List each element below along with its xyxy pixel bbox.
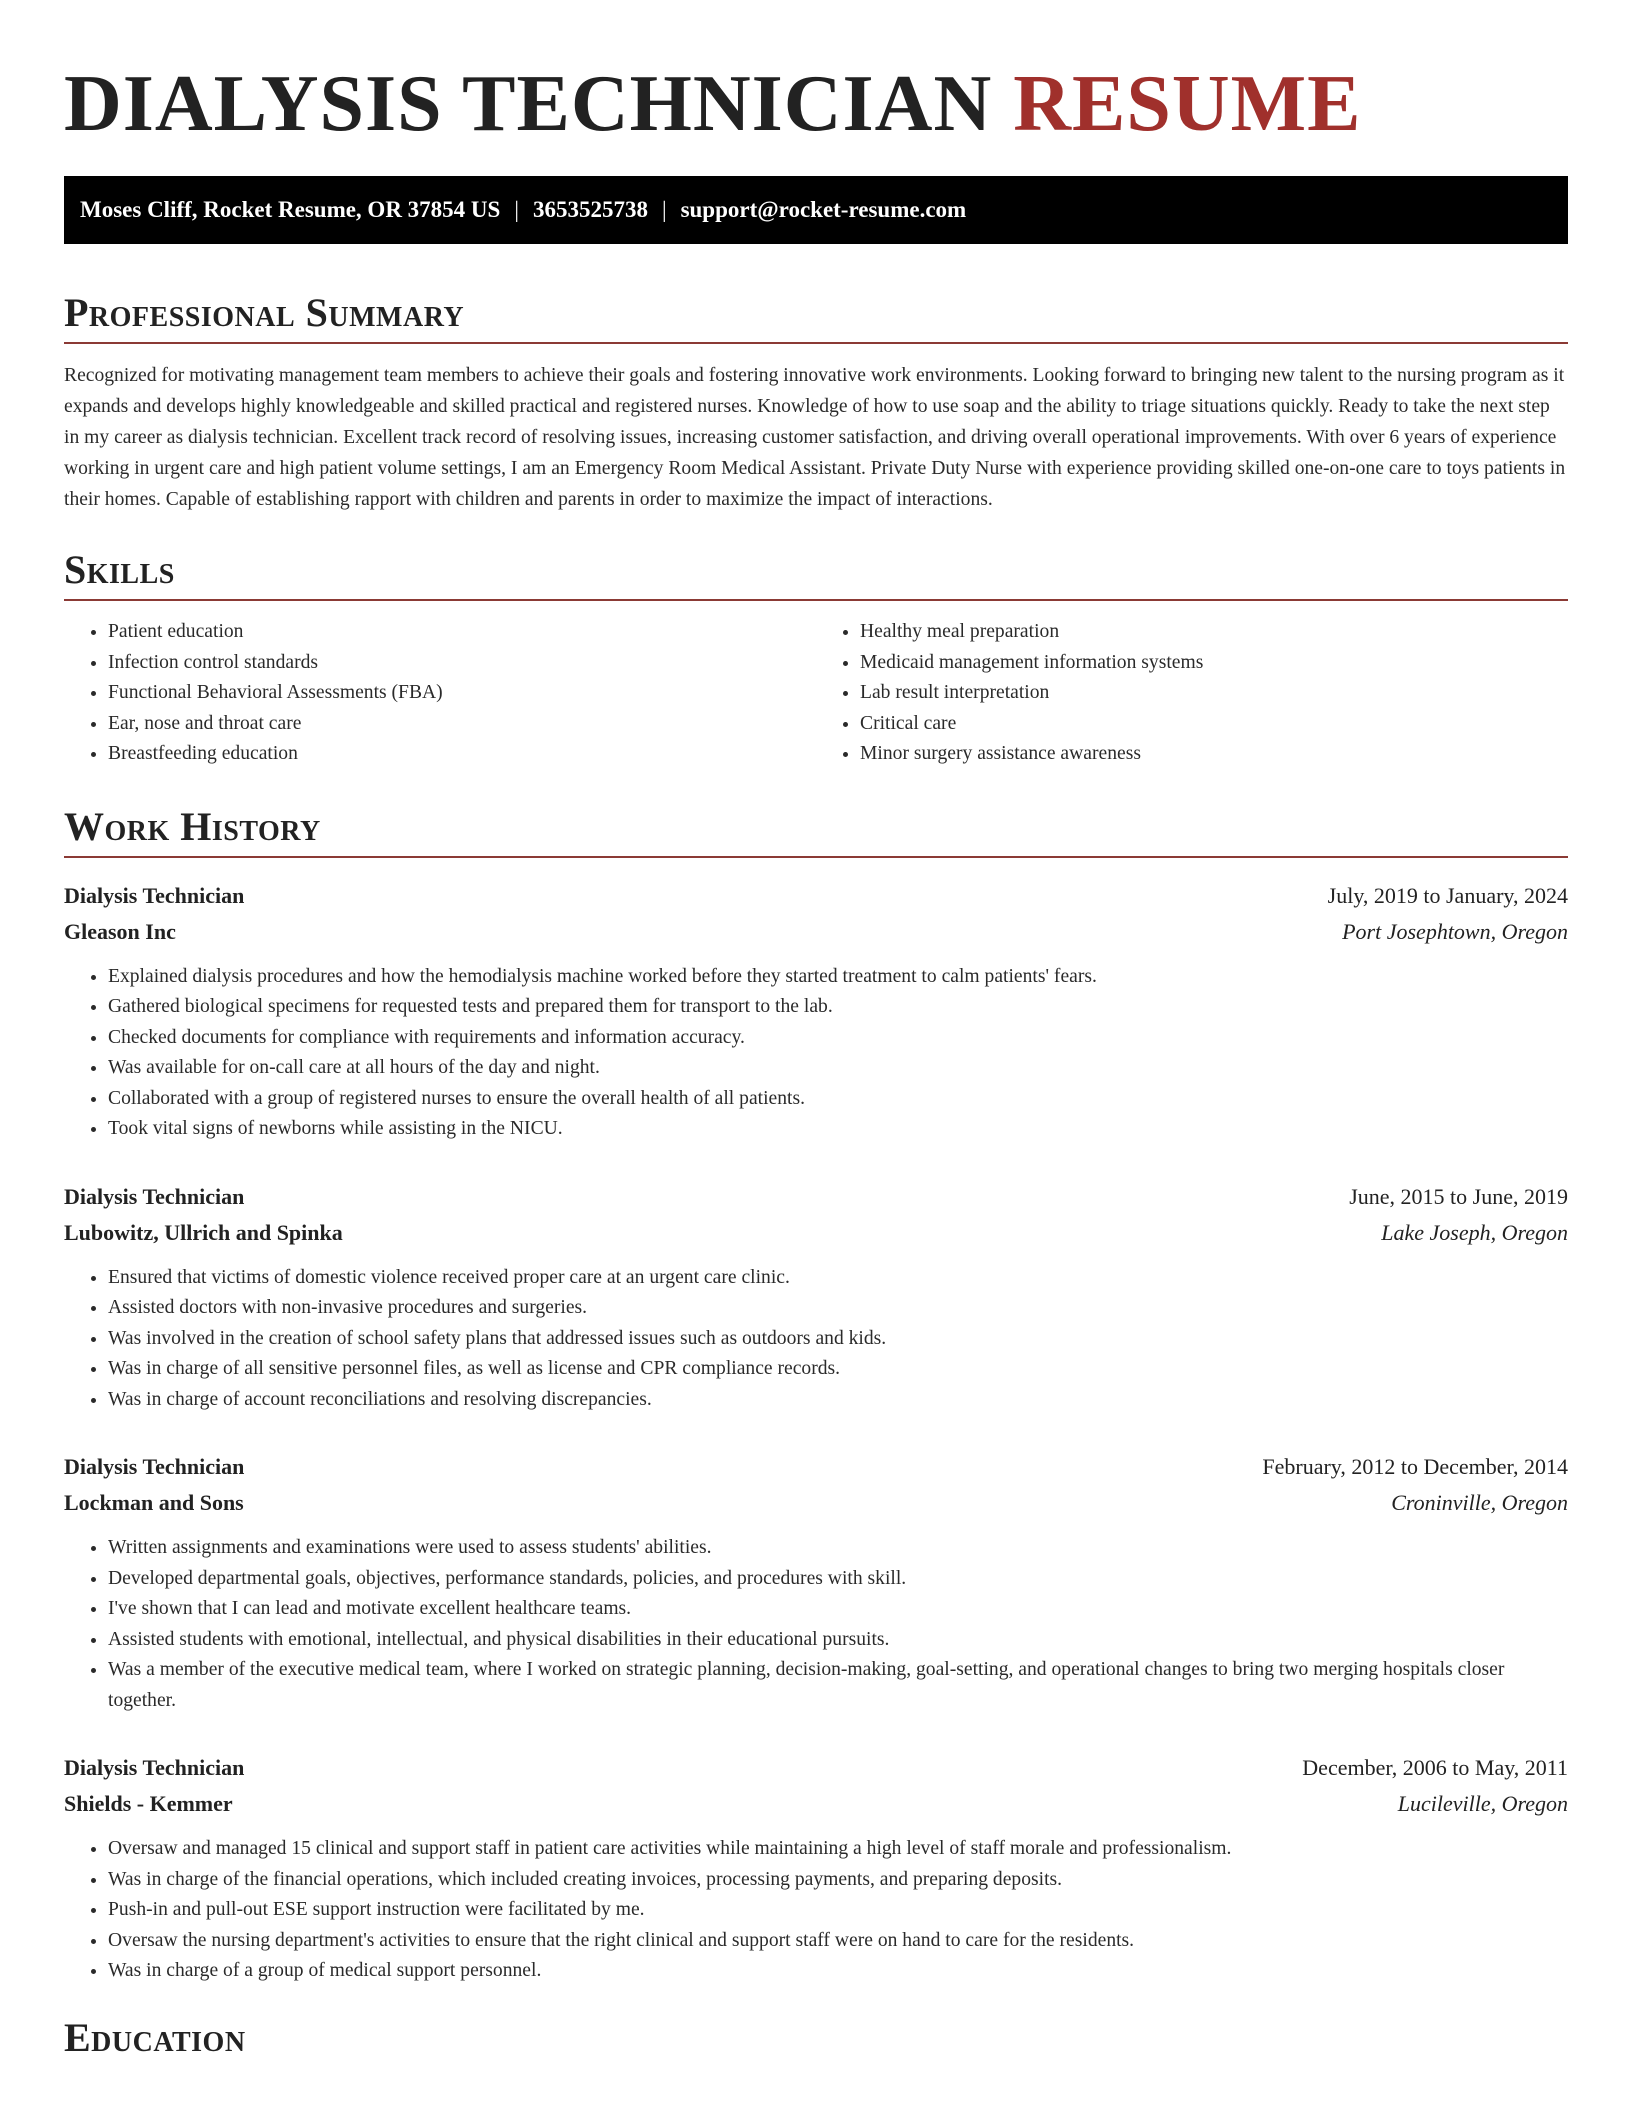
contact-separator: | [514, 197, 519, 222]
job-title: Dialysis Technician [64, 1454, 245, 1479]
duty-item: • Oversaw and managed 15 clinical and support staff in patient care activities while maintaining a high level of staff morale and professionalism. [108, 1834, 1568, 1865]
title-accent: RESUME [1013, 60, 1362, 148]
contact-address: Moses Cliff, Rocket Resume, OR 37854 US [80, 197, 501, 222]
title-main: DIALYSIS TECHNICIAN [64, 60, 993, 148]
skill-item: • Patient education [108, 617, 816, 648]
job-header-row [64, 1179, 1568, 1215]
job-dates: December, 2006 to May, 2011 [1302, 1755, 1568, 1780]
job-company-row [64, 1215, 1568, 1251]
skills-column-left [64, 617, 816, 770]
job-location: Lake Joseph, Oregon [1381, 1219, 1568, 1245]
duty-item: • Was in charge of the financial operations, which included creating invoices, processing payments, and preparing deposits. [108, 1865, 1568, 1896]
duty-item: • Ensured that victims of domestic violence received proper care at an urgent care clinic. [108, 1263, 1568, 1294]
summary-text: Recognized for motivating management team members to achieve their goals and fostering innovative work environments. Looking forward to bringing new talent to the nursing program as it expands and develops highly knowledgeable and skilled practical and registered nurses. Knowledge of how to use soap and the ability to triage situations quickly. Ready to take the next step in my career as dialysis technician. Excellent track record of resolving issues, increasing customer satisfaction, and driving overall operational improvements. With over 6 years of experience working in urgent care and high patient volume settings, I am an Emergency Room Medical Assistant. Private Duty Nurse with experience providing skilled one-on-one care to toys patients in their homes. Capable of establishing rapport with children and parents in order to maximize the impact of interactions. [64, 365, 1566, 510]
duty-item: • Gathered biological specimens for requested tests and prepared them for transport to the lab. [108, 992, 1568, 1023]
job-location: Croninville, Oregon [1391, 1490, 1568, 1515]
duty-item: • Developed departmental goals, objectives, performance standards, policies, and procedures with skill. [108, 1564, 1568, 1595]
job-entry [64, 1449, 1568, 1716]
contact-phone: 3653525738 [532, 197, 648, 222]
job-location: Lucileville, Oregon [1397, 1791, 1568, 1816]
skill-item: • Healthy meal preparation [860, 617, 1568, 648]
job-company: Gleason Inc [64, 918, 176, 944]
duty-item: • Was in charge of a group of medical support personnel. [108, 1956, 1568, 1987]
skill-item: • Critical care [860, 709, 1568, 740]
contact-email[interactable]: support@rocket-resume.com [680, 197, 967, 222]
skill-item: • Breastfeeding education [108, 739, 816, 770]
skills-column-right [816, 617, 1568, 770]
duty-item: • Assisted doctors with non-invasive procedures and surgeries. [108, 1293, 1568, 1324]
skill-item: • Infection control standards [108, 648, 816, 679]
job-duties [64, 1834, 1568, 1987]
skill-item: • Minor surgery assistance awareness [860, 739, 1568, 770]
job-duties [64, 1533, 1568, 1716]
job-company-row [64, 914, 1568, 950]
duty-item: • Explained dialysis procedures and how the hemodialysis machine worked before they started treatment to calm patients' fears. [108, 962, 1568, 993]
job-header-row [64, 878, 1568, 914]
job-entry [64, 1750, 1568, 1987]
duty-item: • Collaborated with a group of registered nurses to ensure the overall health of all patients. [108, 1084, 1568, 1115]
job-title: Dialysis Technician [64, 1755, 245, 1780]
summary-heading: Professional Summary [64, 284, 1568, 344]
job-company: Shields - Kemmer [64, 1791, 233, 1816]
duty-item: • Was in charge of account reconciliations and resolving discrepancies. [108, 1385, 1568, 1416]
duty-item: • Checked documents for compliance with requirements and information accuracy. [108, 1023, 1568, 1054]
job-company: Lockman and Sons [64, 1490, 244, 1515]
duty-item: • Took vital signs of newborns while assisting in the NICU. [108, 1114, 1568, 1145]
job-dates: June, 2015 to June, 2019 [1349, 1183, 1568, 1209]
skill-item: • Medicaid management information systems [860, 648, 1568, 679]
job-dates: July, 2019 to January, 2024 [1327, 882, 1568, 908]
job-duties [64, 1263, 1568, 1416]
duty-item: • Was involved in the creation of school safety plans that addressed issues such as outdoors and kids. [108, 1324, 1568, 1355]
job-title: Dialysis Technician [64, 1183, 245, 1209]
skills-heading: Skills [64, 541, 1568, 601]
work-history-heading: Work History [64, 798, 1568, 858]
duty-item: • Push-in and pull-out ESE support instruction were facilitated by me. [108, 1895, 1568, 1926]
duty-item: • Was available for on-call care at all hours of the day and night. [108, 1053, 1568, 1084]
duty-item: • Written assignments and examinations were used to assess students' abilities. [108, 1533, 1568, 1564]
skill-item: • Lab result interpretation [860, 678, 1568, 709]
duty-item: • Was a member of the executive medical team, where I worked on strategic planning, decision-making, goal-setting, and operational changes to bring two merging hospitals closer together. [108, 1655, 1568, 1716]
job-title: Dialysis Technician [64, 882, 245, 908]
job-entry [64, 878, 1568, 1145]
job-header-row [64, 1750, 1568, 1786]
education-heading: Education [64, 2014, 246, 2060]
skills-list [64, 617, 1568, 770]
job-location: Port Josephtown, Oregon [1342, 918, 1568, 944]
job-duties [64, 962, 1568, 1145]
duty-item: • Assisted students with emotional, intellectual, and physical disabilities in their educational pursuits. [108, 1625, 1568, 1656]
contact-bar [64, 176, 1568, 244]
job-company-row [64, 1485, 1568, 1521]
contact-separator: | [661, 197, 667, 222]
resume-title [64, 0, 1568, 150]
duty-item: • Oversaw the nursing department's activities to ensure that the right clinical and support staff were on hand to care for the residents. [108, 1926, 1568, 1957]
skill-item: • Ear, nose and throat care [108, 709, 816, 740]
job-company: Lubowitz, Ullrich and Spinka [64, 1219, 343, 1245]
job-dates: February, 2012 to December, 2014 [1262, 1454, 1568, 1479]
duty-item: • Was in charge of all sensitive personnel files, as well as license and CPR compliance records. [108, 1354, 1568, 1385]
job-entry [64, 1179, 1568, 1416]
job-company-row [64, 1786, 1568, 1822]
skill-item: • Functional Behavioral Assessments (FBA) [108, 678, 816, 709]
job-header-row [64, 1449, 1568, 1485]
duty-item: • I've shown that I can lead and motivate excellent healthcare teams. [108, 1594, 1568, 1625]
